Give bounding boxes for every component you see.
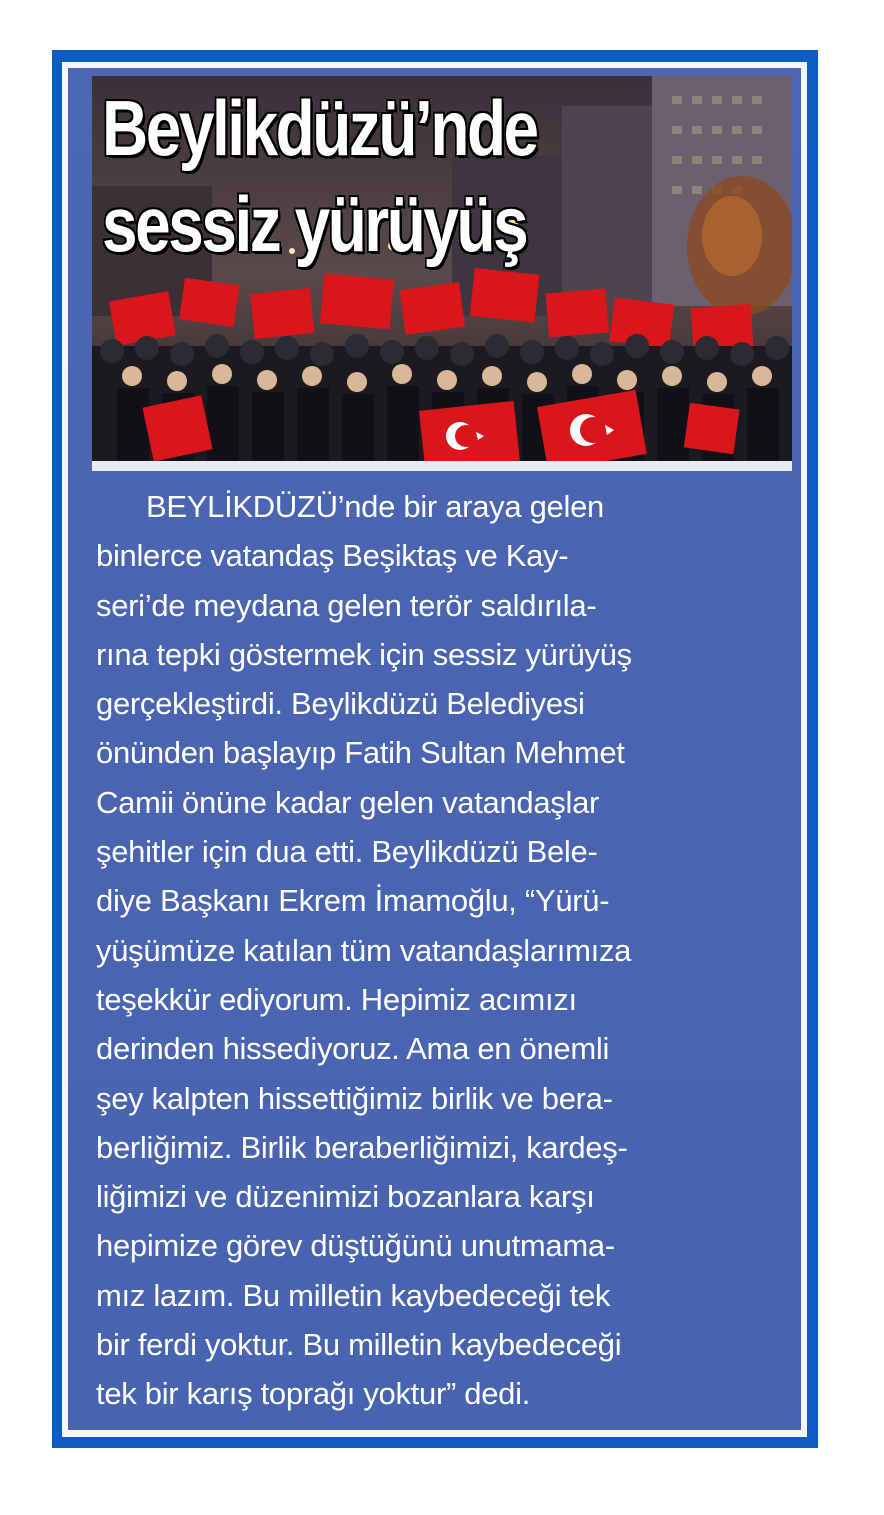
news-clipping-panel bbox=[68, 68, 801, 1430]
article-body bbox=[96, 482, 786, 1419]
body-line: bir ferdi yoktur. Bu milletin kaybedeceği bbox=[96, 1327, 622, 1363]
body-line: binlerce vatandaş Beşiktaş ve Kay- bbox=[96, 538, 569, 574]
body-line: gerçekleştirdi. Beylikdüzü Belediyesi bbox=[96, 686, 585, 722]
body-line: BEYLİKDÜZÜ’nde bir araya gelen bbox=[146, 489, 604, 524]
body-line: Camii önüne kadar gelen vatandaşlar bbox=[96, 784, 600, 820]
article-headline bbox=[102, 80, 537, 272]
body-line: teşekkür ediyorum. Hepimiz acımızı bbox=[96, 981, 577, 1017]
body-line: mız lazım. Bu milletin kaybedeceği tek bbox=[96, 1277, 611, 1313]
body-line: rına tepki göstermek için sessiz yürüyüş bbox=[96, 636, 632, 672]
body-line: şey kalpten hissettiğimiz birlik ve bera- bbox=[96, 1080, 613, 1116]
body-line: diye Başkanı Ekrem İmamoğlu, “Yürü- bbox=[96, 883, 610, 919]
body-line: şehitler için dua etti. Beylikdüzü Bele- bbox=[96, 834, 598, 870]
news-clipping-border bbox=[62, 62, 807, 1437]
headline-line-2: sessiz yürüyüş bbox=[102, 180, 527, 268]
headline-line-1: Beylikdüzü’nde bbox=[102, 84, 537, 172]
body-line: tek bir karış toprağı yoktur” dedi. bbox=[96, 1376, 531, 1412]
body-line: liğimizi ve düzenimizi bozanlara karşı bbox=[96, 1179, 595, 1215]
body-line: yüşümüze katılan tüm vatandaşlarımıza bbox=[96, 932, 632, 968]
article-photo bbox=[92, 76, 792, 471]
body-line: seri’de meydana gelen terör saldırıla- bbox=[96, 587, 597, 623]
body-line: derinden hissediyoruz. Ama en önemli bbox=[96, 1031, 610, 1067]
body-line: önünden başlayıp Fatih Sultan Mehmet bbox=[96, 735, 625, 771]
news-clipping-frame bbox=[52, 50, 818, 1448]
body-line: hepimize görev düştüğünü unutmama- bbox=[96, 1228, 615, 1264]
body-line: berliğimiz. Birlik beraberliğimizi, kardeş- bbox=[96, 1129, 628, 1165]
